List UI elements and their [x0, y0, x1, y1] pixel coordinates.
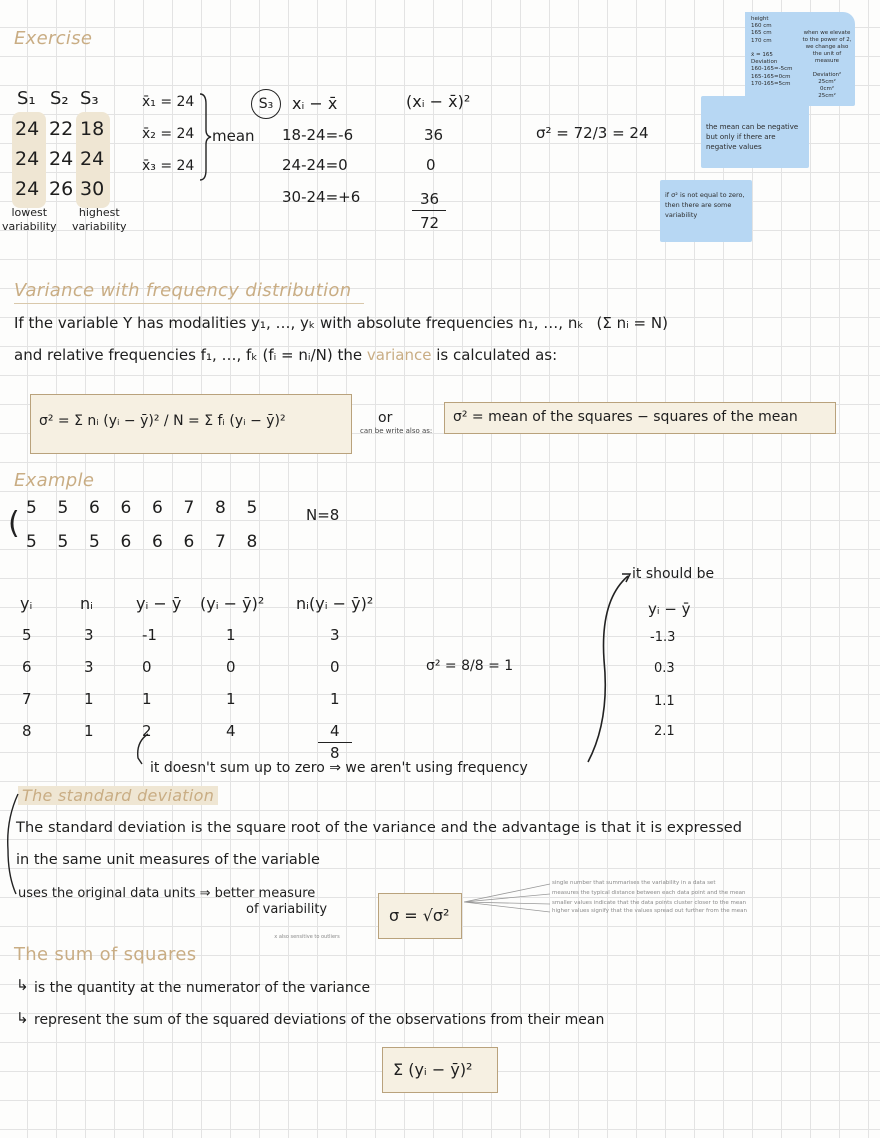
- s-cell: 26: [49, 178, 74, 200]
- ss-arrow-1: ↳: [16, 976, 29, 994]
- variance-alt-formula-box: σ² = mean of the squares − squares of the mean: [444, 402, 836, 434]
- frequency-heading-underline: [14, 303, 364, 304]
- should-be-value: 2.1: [654, 724, 675, 739]
- table-cell: 3: [84, 658, 94, 676]
- ss-arrow-2: ↳: [16, 1009, 29, 1027]
- squared-row: 0: [426, 156, 436, 174]
- data-value: 8: [215, 498, 226, 518]
- deviation-row: 18-24=-6: [282, 126, 354, 144]
- frequency-line-2: and relative frequencies f₁, …, fₖ (fᵢ = nᵢ/N) the variance is calculated as:: [14, 346, 558, 364]
- squared-row: 36: [424, 126, 444, 144]
- ss-line-2: represent the sum of the squared deviations of the observations from their mean: [34, 1012, 605, 1028]
- s1-header: S₁: [17, 88, 36, 109]
- data-value: 6: [120, 498, 132, 518]
- data-value: 5: [57, 498, 69, 518]
- stddev-formula-box: σ = √σ²: [378, 893, 462, 939]
- table-cell: 0: [226, 658, 236, 676]
- stddev-annotation: measures the typical distance between each data point and the mean: [552, 890, 746, 896]
- stddev-line-2: in the same unit measures of the variable: [16, 852, 320, 868]
- lowest-variability-label: lowest variability: [2, 206, 57, 233]
- s-cell: 30: [80, 178, 105, 200]
- squared-header: (xᵢ − x̄)²: [406, 92, 471, 111]
- data-value: 7: [183, 498, 195, 518]
- sticky-note-height: height 160 cm 165 cm 170 cm x̄ = 165 Deviation 160-165=-5cm 165-165=0cm 170-165=5cm when we elevate to the power of 2, we change also the unit of measure Deviation² 25cm² 0cm² 25cm²: [745, 12, 855, 106]
- table-cell: 1: [330, 690, 340, 708]
- variance-formula-box: σ² = Σ nᵢ (yᵢ − ȳ)² / N = Σ fᵢ (yᵢ − ȳ)²: [30, 394, 352, 454]
- sticky-note-variability: if σ² is not equal to zero, then there are some variability: [660, 180, 752, 242]
- table-cell: 3: [84, 626, 94, 644]
- s3-header: S₃: [80, 88, 99, 109]
- frequency-comment: it doesn't sum up to zero ⇒ we aren't using frequency: [150, 760, 528, 776]
- s-cell: 24: [80, 148, 105, 170]
- mean-word: mean: [212, 127, 255, 145]
- table-cell: 4: [330, 722, 340, 740]
- squared-row: 36: [420, 190, 440, 208]
- s-cell: 24: [49, 148, 74, 170]
- table-total-rule: [318, 742, 352, 743]
- stddev-annotation: higher values signify that the values spread out further from the mean: [552, 908, 747, 914]
- stddev-bracket: [2, 790, 22, 900]
- s-cell: 22: [49, 118, 74, 140]
- s-cell: 24: [15, 148, 40, 170]
- table-cell: 4: [226, 722, 236, 740]
- data-value: 6: [120, 532, 132, 552]
- mean-3: x̄₃ = 24: [142, 158, 195, 174]
- stddev-annotation: smaller values indicate that the data points cluster closer to the mean: [552, 900, 747, 906]
- should-be-value: -1.3: [650, 630, 676, 645]
- example-variance-eq: σ² = 8/8 = 1: [426, 658, 514, 674]
- data-value: 5: [26, 532, 37, 552]
- data-value: 6: [183, 532, 195, 552]
- stddev-annotation: single number that summarises the variability in a data set: [552, 880, 716, 886]
- table-header: yᵢ: [20, 594, 33, 613]
- frequency-line-1: If the variable Y has modalities y₁, …, yₖ with absolute frequencies n₁, …, nₖ (Σ nᵢ = N): [14, 314, 668, 332]
- stddev-line-3: uses the original data units ⇒ better measure: [18, 886, 316, 901]
- deviation-row: 24-24=0: [282, 156, 348, 174]
- or-label: or: [378, 410, 393, 426]
- data-value: 6: [152, 498, 163, 518]
- example-heading: Example: [14, 470, 95, 491]
- data-value: 6: [89, 498, 100, 518]
- table-cell: 5: [22, 626, 32, 644]
- should-be-value: 1.1: [654, 694, 675, 709]
- data-value: 5: [246, 498, 258, 518]
- data-value: 6: [152, 532, 163, 552]
- sticky-note-mean-negative: the mean can be negative but only if there are negative values: [701, 96, 809, 168]
- s3-circle: S₃: [251, 89, 281, 119]
- data-value: 5: [57, 532, 69, 552]
- table-cell: 0: [142, 658, 152, 676]
- table-cell: 1: [226, 690, 236, 708]
- exercise-heading: Exercise: [14, 28, 93, 49]
- mean-1: x̄₁ = 24: [142, 94, 195, 110]
- stddev-tiny-note: x also sensitive to outliers: [274, 934, 340, 940]
- stddev-heading: The standard deviation: [18, 786, 218, 805]
- table-header: yᵢ − ȳ: [136, 594, 182, 613]
- should-be-value: 0.3: [654, 661, 675, 676]
- annotation-lines: [462, 880, 562, 920]
- data-value: 5: [26, 498, 37, 518]
- highest-variability-label: highest variability: [72, 206, 127, 233]
- exercise-variance-result: σ² = 72/3 = 24: [536, 124, 649, 142]
- table-total: 8: [330, 744, 340, 762]
- ss-heading: The sum of squares: [14, 944, 197, 965]
- s-cell: 24: [15, 178, 40, 200]
- frequency-heading: Variance with frequency distribution: [14, 280, 352, 301]
- stddev-line-1: The standard deviation is the square root of the variance and the advantage is that it is expressed: [16, 820, 743, 836]
- table-header: (yᵢ − ȳ)²: [200, 594, 265, 613]
- table-header: nᵢ(yᵢ − ȳ)²: [296, 594, 374, 613]
- table-header: nᵢ: [80, 594, 93, 613]
- should-be-header: yᵢ − ȳ: [648, 600, 691, 618]
- table-cell: 1: [84, 690, 94, 708]
- s-cell: 18: [80, 118, 105, 140]
- table-cell: 1: [84, 722, 94, 740]
- deviation-header: xᵢ − x̄: [292, 94, 338, 113]
- s2-header: S₂: [50, 88, 69, 109]
- ss-line-1: is the quantity at the numerator of the variance: [34, 980, 371, 996]
- data-bracket: (: [8, 506, 20, 541]
- squared-total: 72: [420, 214, 440, 232]
- table-cell: 0: [330, 658, 340, 676]
- data-value: 7: [215, 532, 226, 552]
- table-cell: 7: [22, 690, 32, 708]
- ss-formula-box: Σ (yᵢ − ȳ)²: [382, 1047, 498, 1093]
- table-cell: 8: [22, 722, 32, 740]
- deviation-row: 30-24=+6: [282, 188, 361, 206]
- curved-arrow: [0, 0, 880, 300]
- table-cell: 1: [142, 690, 152, 708]
- table-cell: 3: [330, 626, 340, 644]
- table-cell: 1: [226, 626, 236, 644]
- table-cell: 2: [142, 722, 152, 740]
- table-cell: -1: [142, 626, 157, 644]
- stddev-line-3b: of variability: [246, 902, 328, 917]
- mean-2: x̄₂ = 24: [142, 126, 195, 142]
- data-value: 8: [246, 532, 258, 552]
- data-value: 5: [89, 532, 100, 552]
- n-label: N=8: [306, 506, 340, 524]
- should-be-label: it should be: [632, 566, 715, 582]
- s-cell: 24: [15, 118, 40, 140]
- or-small-note: can be write also as:: [360, 427, 433, 435]
- table-cell: 6: [22, 658, 32, 676]
